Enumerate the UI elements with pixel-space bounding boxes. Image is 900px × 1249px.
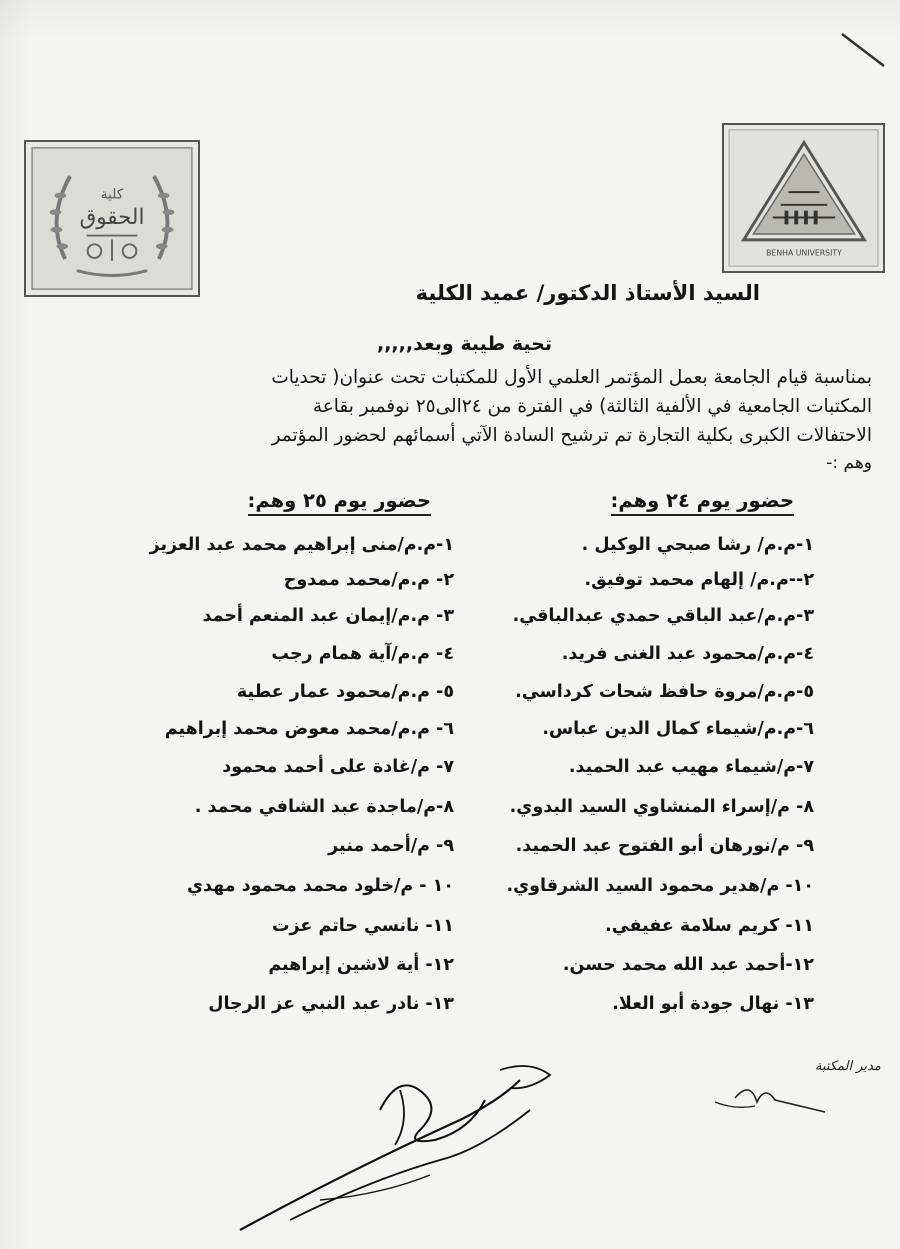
day24-name-7: ٧-م/شيماء مهيب عبد الحميد. bbox=[568, 757, 814, 777]
day24-name-1: ١-م.م/ رشا صبحي الوكيل . bbox=[581, 535, 814, 555]
day24-name-11: ١١- كريم سلامة عفيفي. bbox=[605, 916, 814, 936]
day25-name-6: ٦- م.م/محمد معوض محمد إبراهيم bbox=[164, 719, 454, 739]
day24-name-10: ١٠- م/هدير محمود السيد الشرقاوي. bbox=[506, 876, 814, 896]
salutation-line: السيد الأستاذ الدكتور/ عميد الكلية bbox=[415, 281, 760, 305]
day25-name-13: ١٣- نادر عبد النبي عز الرجال bbox=[208, 994, 454, 1014]
day25-name-12: ١٢- أية لاشين إبراهيم bbox=[268, 955, 454, 975]
day25-name-11: ١١- نانسي حاتم عزت bbox=[271, 916, 454, 936]
day24-name-13: ١٣- نهال جودة أبو العلا. bbox=[612, 994, 814, 1014]
benha-university-logo bbox=[722, 123, 885, 273]
faculty-of-law-logo bbox=[24, 140, 200, 297]
svg-text:الحقوق: الحقوق bbox=[79, 204, 145, 230]
day24-name-6: ٦-م.م/شيماء كمال الدين عباس. bbox=[542, 719, 814, 739]
day24-name-2: ٢--م.م/ إلهام محمد توفيق. bbox=[584, 570, 814, 590]
day25-name-3: ٣- م.م/إيمان عبد المنعم أحمد bbox=[202, 606, 454, 626]
day24-name-4: ٤-م.م/محمود عبد الغنى فريد. bbox=[561, 644, 814, 664]
body-line-4: وهم :- bbox=[826, 453, 872, 473]
librarian-signature bbox=[695, 1040, 881, 1120]
day25-name-4: ٤- م.م/آية همام رجب bbox=[271, 644, 454, 664]
day25-name-8: ٨-م/ماجدة عبد الشافي محمد . bbox=[194, 797, 454, 817]
day25-name-7: ٧- م/غادة على أحمد محمود bbox=[222, 757, 454, 777]
dean-signature bbox=[230, 1050, 570, 1240]
body-line-1: بمناسبة قيام الجامعة بعمل المؤتمر العلمي الأول للمكتبات تحت عنوان( تحديات bbox=[271, 367, 872, 388]
greeting-line: تحية طيبة وبعد,,,,, bbox=[377, 333, 552, 355]
day25-name-9: ٩- م/أحمد منير bbox=[328, 836, 454, 856]
day24-name-3: ٣-م.م/عبد الباقي حمدي عبدالباقي. bbox=[512, 606, 814, 626]
day25-name-5: ٥- م.م/محمود عمار عطية bbox=[236, 682, 454, 702]
day-24-heading: حضور يوم ٢٤ وهم: bbox=[611, 489, 794, 516]
day25-name-10: ١٠ - م/خلود محمد محمود مهدي bbox=[187, 876, 454, 896]
day24-name-5: ٥-م.م/مروة حافظ شحات كرداسي. bbox=[515, 682, 814, 702]
pen-stroke-mark bbox=[838, 30, 888, 70]
day24-name-12: ١٢-أحمد عبد الله محمد حسن. bbox=[562, 955, 814, 975]
day24-name-9: ٩- م/نورهان أبو الفتوح عبد الحميد. bbox=[515, 836, 814, 856]
body-line-2: المكتبات الجامعية في الألفية الثالثة) في الفترة من ٢٤الى٢٥ نوفمبر بقاعة bbox=[312, 396, 872, 417]
body-line-3: الاحتفالات الكبرى بكلية التجارة تم ترشيح السادة الآتي أسمائهم لحضور المؤتمر bbox=[271, 425, 872, 446]
svg-text:كلية: كلية bbox=[100, 186, 124, 203]
day-25-heading: حضور يوم ٢٥ وهم: bbox=[248, 489, 431, 516]
svg-text:BENHA UNIVERSITY: BENHA UNIVERSITY bbox=[766, 248, 842, 258]
day24-name-8: ٨- م/إسراء المنشاوي السيد البدوي. bbox=[509, 797, 814, 817]
day25-name-1: ١-م.م/منى إبراهيم محمد عبد العزيز bbox=[149, 535, 454, 555]
svg-text:مدير المكتبة: مدير المكتبة bbox=[815, 1059, 881, 1074]
day25-name-2: ٢- م.م/محمد ممدوح bbox=[283, 570, 454, 590]
